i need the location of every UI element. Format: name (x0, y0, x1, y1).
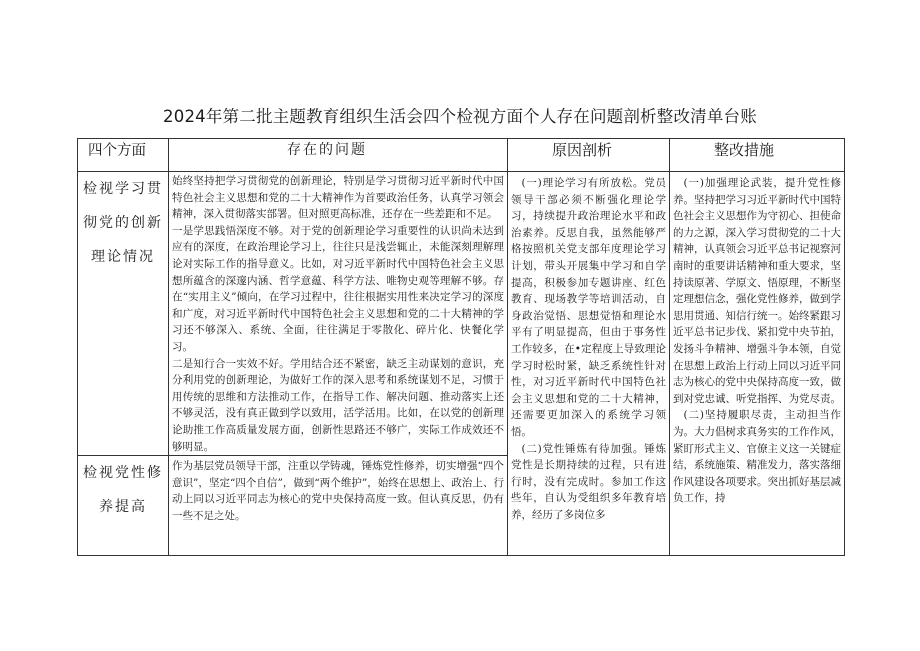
causes-cell (508, 172, 670, 556)
measure-paragraph: (二)坚持履职尽责，主动担当作为。大力倡树求真务实的工作作风，紧盯形式主义、官僚主义这一关键症结，系统施策、精准发力，落实落细作风建设各项要求。突出抓好基层减负工作，持 (673, 409, 841, 505)
header-causes: 原因剖析 (508, 139, 670, 172)
problem-paragraph: 二是知行合一实效不好。学用结合还不紧密，缺乏主动谋划的意识，充分利用党的创新理论，为做好工作的深入思考和系统谋划不足，习惯于用传统的思维和方法推动工作，在指导工作、解决问题、推动落实上还不够灵活，没有真正做到学以致用，活学活用。比如，在以党的创新理论助推工作高质量发展方面，创新性思路还不够广，实际工作成效还不够明显。 (172, 357, 504, 453)
header-aspects: 四个方面 (78, 139, 169, 172)
header-problems: 存在的问题 (169, 139, 508, 172)
cause-paragraph: (一)理论学习有所放松。党员领导干部必须不断强化理论学习，持续提升政治理论水平和政治素养。反思自我，虽然能够严格按照机关党支部年度理论学习计划，带头开展集中学习和自学提高，积极参加专题讲座、红色教育、现场教学等培训活动，自身政治觉悟、思想觉悟和理论水平有了明显提高，但由于事务性工作较多，在•定程度上导致理论学习时松时紧，缺乏系统性针对性，对习近平新时代中国特色社会主义思想和党的二十大精神，还需要更加深入的系统学习领悟。 (511, 177, 666, 438)
problems-cell (169, 172, 508, 456)
measure-paragraph: (一)加强理论武装，提升党性修养。坚持把学习习近平新时代中国特色社会主义思想作为守初心、担使命的力之源，深入学习贯彻党的二十大精神，认真领会习近平总书记视察河南时的重要讲话精神和重大要求，坚持读原著、学原文、悟原理，不断坚定理想信念，强化党性修养，做到学思用贯通、知信行统一。始终紧跟习近平总书记步伐、紧扣党中央节拍，发扬斗争精神、增强斗争本领，自觉在思想上政治上行动上同以习近平同志为核心的党中央保持高度一致，做到对党忠诚、听党指挥、为党尽责。 (673, 177, 841, 405)
problems-cell (169, 456, 508, 556)
issue-table (77, 138, 845, 556)
header-measures: 整改措施 (670, 139, 845, 172)
problem-paragraph: 作为基层党员领导干部，注重以学铸魂，锤炼党性修养，切实增强“四个意识”，坚定“四个自信”，做到“两个维护”，始终在思想上、政治上、行动上同以习近平同志为核心的党中央保持高度一致。但认真反思，仍有一些不足之处。 (172, 460, 504, 522)
dimension-cell (78, 172, 169, 456)
dimension-cell (78, 456, 169, 556)
measures-cell (670, 172, 845, 556)
problem-paragraph: 一是学思践悟深度不够。对于党的创新理论学习重要性的认识尚未达到应有的深度，在政治理论学习上，往往只是浅尝辄止，未能深刻理解理论对实际工作的指导意义。比如，对习近平新时代中国特色社会主义思想所蕴含的深邃内涵、哲学意蕴、科学方法、唯物史观等理解不够。存在“实用主义”倾向，在学习过程中，往往根据实用性来决定学习的深度和广度，对习近平新时代中国特色社会主义思想和党的二十大精神的学习还不够深入、系统、全面，往往满足于零散化、碎片化、快餐化学习。 (172, 224, 504, 353)
document-title: 2024年第二批主题教育组织生活会四个检视方面个人存在问题剖析整改清单台账 (163, 107, 757, 126)
table-header-row (78, 139, 845, 172)
dimension-label: 检视党性修养提高 (83, 465, 163, 516)
cause-paragraph: (二)党性锤炼有待加强。锤炼党性是长期持续的过程，只有进行时，没有完成时。参加工作这些年，自认为受组织多年教育培养，经历了多岗位多 (511, 442, 666, 521)
problem-paragraph: 始终坚持把学习贯彻党的创新理论，特别是学习贯彻习近平新时代中国特色社会主义思想和党的二十大精神作为首要政治任务，认真学习领会精神，深入贯彻落实部署。但对照更高标准，还存在一些差距和不足。 (172, 175, 504, 221)
table-row (78, 172, 845, 456)
dimension-label: 检视学习贯彻党的创新理论情况 (83, 181, 163, 265)
